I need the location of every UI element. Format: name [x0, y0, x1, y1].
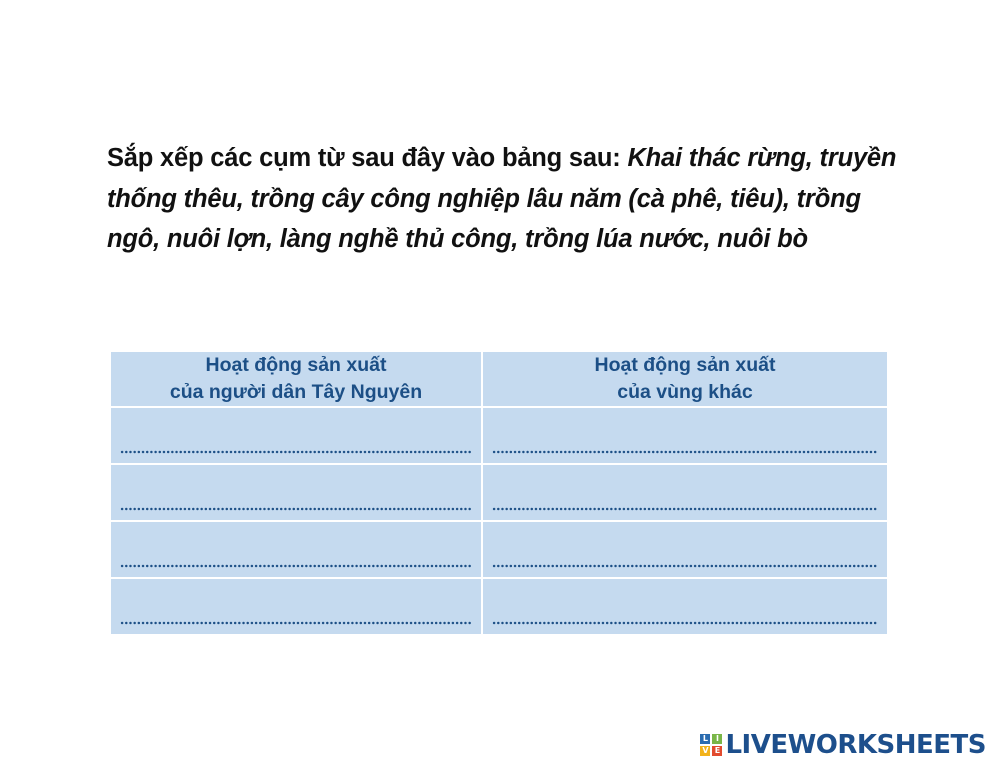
answer-cell-other-3[interactable]	[482, 521, 888, 578]
header-tay-nguyen	[110, 351, 482, 407]
answer-cell-tay-nguyen-3[interactable]	[110, 521, 482, 578]
liveworksheets-mark-icon: L I V E	[700, 734, 722, 756]
dotted-answer-line	[120, 450, 472, 454]
table-row	[110, 407, 888, 464]
liveworksheets-logo	[700, 730, 986, 760]
logo-text: LIVEWORKSHEETS	[725, 730, 986, 760]
answer-table	[109, 350, 889, 636]
answer-cell-other-2[interactable]	[482, 464, 888, 521]
instruction-text	[107, 138, 907, 260]
answer-cell-tay-nguyen-2[interactable]	[110, 464, 482, 521]
dotted-answer-line	[492, 507, 878, 511]
instruction-lead: Sắp xếp các cụm từ sau đây vào bảng sau:	[107, 144, 628, 172]
dotted-answer-line	[120, 564, 472, 568]
answer-cell-tay-nguyen-1[interactable]	[110, 407, 482, 464]
answer-cell-other-1[interactable]	[482, 407, 888, 464]
dotted-answer-line	[120, 507, 472, 511]
answer-cell-tay-nguyen-4[interactable]	[110, 578, 482, 635]
dotted-answer-line	[492, 564, 878, 568]
table-row	[110, 578, 888, 635]
dotted-answer-line	[120, 621, 472, 625]
header-line2: của vùng khác	[617, 381, 753, 403]
table-row	[110, 521, 888, 578]
table-header-row	[110, 351, 888, 407]
instruction-items: Khai thác rừng, truyền thống thêu, trồng cây công nghiệp lâu năm (cà phê, tiêu), trồng ngô, nuôi lợn, làng nghề thủ công, trồng lúa nước, nuôi bò	[107, 144, 897, 253]
header-line1: Hoạt động sản xuất	[594, 354, 776, 376]
header-other-region	[482, 351, 888, 407]
header-line1: Hoạt động sản xuất	[205, 354, 387, 376]
header-line2: của người dân Tây Nguyên	[169, 381, 423, 403]
dotted-answer-line	[492, 450, 878, 454]
answer-cell-other-4[interactable]	[482, 578, 888, 635]
dotted-answer-line	[492, 621, 878, 625]
table-row	[110, 464, 888, 521]
